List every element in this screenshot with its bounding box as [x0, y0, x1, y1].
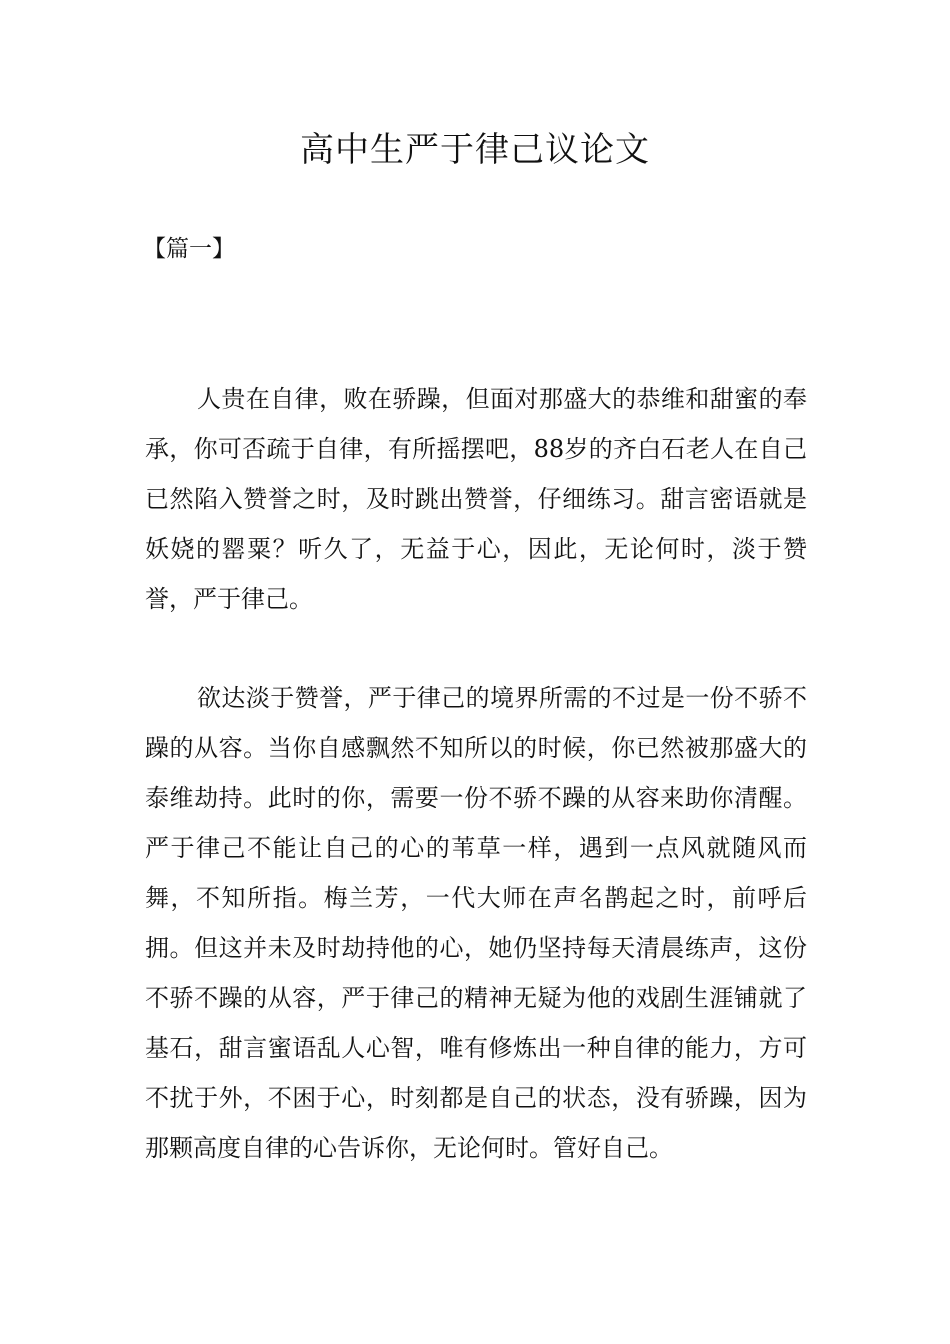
paragraph-2: 欲达淡于赞誉，严于律己的境界所需的不过是一份不骄不躁的从容。当你自感飘然不知所以的时候，你已然被那盛大的泰维劫持。此时的你，需要一份不骄不躁的从容来助你清醒。严于律己不能让自己的心的苇草一样，遇到一点风就随风而舞，不知所指。梅兰芳，一代大师在声名鹊起之时，前呼后拥。但这并未及时劫持他的心，她仍坚持每天清晨练声，这份不骄不躁的从容，严于律己的精神无疑为他的戏剧生涯铺就了基石，甜言蜜语乱人心智，唯有修炼出一种自律的能力，方可不扰于外，不困于心，时刻都是自己的状态，没有骄躁，因为那颗高度自律的心告诉你，无论何时。管好自己。 — [145, 684, 807, 1162]
document-title: 高中生严于律己议论文 — [300, 130, 650, 170]
section-label: 【篇一】 — [143, 236, 235, 262]
paragraph-1: 人贵在自律，败在骄躁，但面对那盛大的恭维和甜蜜的奉承，你可否疏于自律，有所摇摆吧，88岁的齐白石老人在自己已然陷入赞誉之时，及时跳出赞誉，仔细练习。甜言密语就是妖娆的罂粟？听久了，无益于心，因此，无论何时，淡于赞誉，严于律己。 — [145, 385, 807, 613]
